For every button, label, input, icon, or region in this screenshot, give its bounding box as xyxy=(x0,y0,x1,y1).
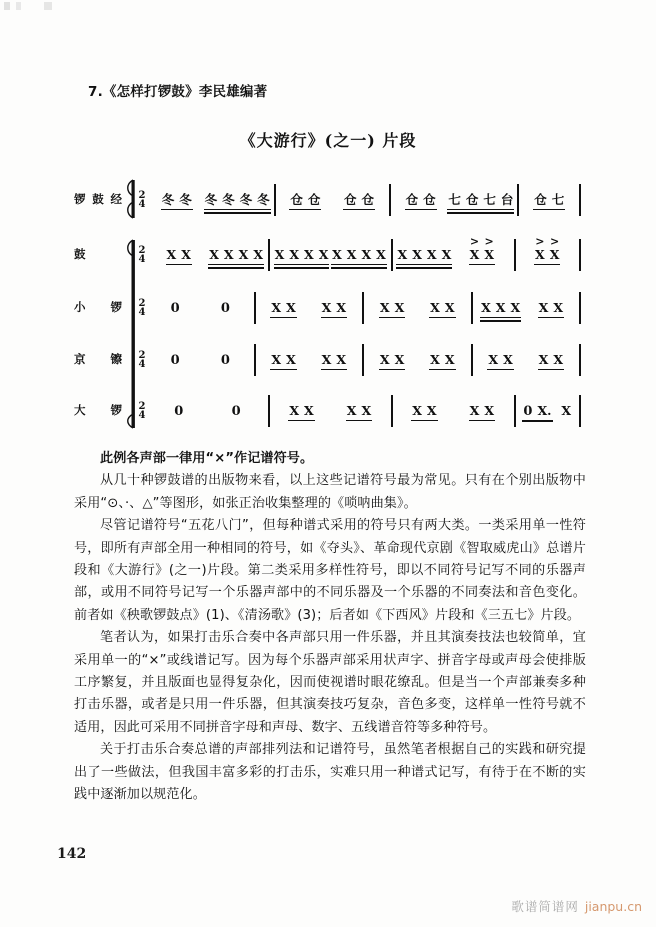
note-symbol: 七 xyxy=(448,191,461,207)
measure xyxy=(396,233,453,277)
watermark-domain-text: jianpu.cn xyxy=(584,899,642,914)
accent-mark: > xyxy=(535,234,545,248)
measure xyxy=(447,178,514,222)
measure xyxy=(526,286,576,330)
measure xyxy=(204,178,271,222)
source-citation: 7.《怎样打锣鼓》李民雄编著 xyxy=(88,84,268,100)
beam-group xyxy=(321,299,347,315)
accent-mark: > xyxy=(469,234,480,248)
beam-group xyxy=(487,351,513,367)
measure xyxy=(519,389,576,433)
note-symbol: 冬 xyxy=(257,191,270,207)
note-symbol: X xyxy=(412,402,422,418)
note-symbol: 仓 xyxy=(534,191,547,207)
meter-numerator: 2 xyxy=(138,297,146,309)
note-symbol: 0 xyxy=(220,352,230,368)
page-number: 142 xyxy=(57,846,87,862)
percussion-score xyxy=(74,178,584,433)
body-text xyxy=(74,448,586,807)
measure xyxy=(150,389,207,433)
note-symbol: X xyxy=(444,351,455,367)
final-barline xyxy=(579,239,581,271)
meter-numerator: 2 xyxy=(138,189,146,201)
note-symbol: X xyxy=(553,351,564,367)
final-barline xyxy=(579,344,581,376)
note-symbol: X xyxy=(426,402,437,418)
note-symbol: X xyxy=(430,299,440,315)
beam-group xyxy=(379,351,405,367)
barline xyxy=(254,292,256,324)
paragraph-4: 笔者认为，如果打击乐合奏中各声部只用一件乐器，并且其演奏技法也较简单，宜采用单一的“×”或线谱记写。因为每个乐器声部采用状声字、拼音字母或声母会使排版工序繁复，并且版面也显得复杂化，因而使视谱时眼花缭乱。但是当一个声部兼奏多种打击乐器，或者是只用一件乐器，但其演奏技巧复杂，音色多变，这样单一性符号就不适用，因此可采用不同拼音字母和声母、数字、五线谱音符等多种符号。 xyxy=(74,630,586,735)
barline xyxy=(274,184,276,216)
beam-group xyxy=(411,402,437,418)
barline xyxy=(268,239,270,271)
beam-group xyxy=(538,351,564,367)
measure xyxy=(259,338,309,382)
note-symbol: X xyxy=(444,299,455,315)
measure xyxy=(367,286,417,330)
measures-1 xyxy=(150,233,584,277)
beam-group xyxy=(533,191,565,207)
instrument-label-0: 锣鼓经 xyxy=(74,192,122,207)
beam-group xyxy=(522,402,552,419)
measure xyxy=(367,338,417,382)
measure xyxy=(309,338,359,382)
paragraph-3: 尽管记谱符号“五花八门”，但每种谱式采用的符号只有两大类。一类采用单一性符号，即所有声部全用一种相同的符号，如《夺头》、革命现代京剧《智取威虎山》总谱片段和《大游行》(之一)片段。第二类采用多样性符号，即以不同符号记写不同的乐器声部，或用不同符号记写一个乐器声部中的不同乐器及一个乐器的不同奏法和音色变化。前者如《秧歌锣鼓点》(1)、《清汤歌》(3)；后者如《下西风》片段和《三五七》片段。 xyxy=(74,518,586,623)
site-watermark xyxy=(511,897,642,915)
measure xyxy=(200,286,250,330)
note-symbol: X xyxy=(274,246,285,262)
note-symbol: X xyxy=(488,351,499,367)
note-symbol: X xyxy=(397,246,408,262)
meter-denominator: 4 xyxy=(138,410,146,421)
stave-row xyxy=(74,178,584,222)
note-symbol: X xyxy=(286,299,296,315)
barline xyxy=(362,292,364,324)
note-symbol: 仓 xyxy=(361,191,375,207)
measure xyxy=(150,233,207,277)
note-symbol: 0 xyxy=(220,300,230,316)
beam-group xyxy=(166,246,192,262)
scan-artifact xyxy=(4,2,74,10)
measure xyxy=(207,233,264,277)
barline xyxy=(471,292,473,324)
note-symbol: X xyxy=(412,246,422,262)
measure xyxy=(150,286,200,330)
note-symbol: 仓 xyxy=(343,191,357,207)
barline xyxy=(254,344,256,376)
instrument-label-1: 鼓 xyxy=(74,247,86,262)
final-barline xyxy=(579,184,581,216)
measures-0 xyxy=(150,178,584,222)
note-symbol: X. xyxy=(537,402,552,418)
barline xyxy=(391,395,393,427)
measures-2 xyxy=(150,286,584,330)
beam-group xyxy=(469,234,495,262)
note-symbol: X xyxy=(289,402,300,418)
note-symbol: 仓 xyxy=(290,191,303,207)
note-symbol: X xyxy=(361,402,372,418)
final-barline xyxy=(579,292,581,324)
note-symbol: 仓 xyxy=(307,191,321,207)
system-bar xyxy=(124,286,132,330)
stave-row xyxy=(74,389,584,433)
paragraph-2: 从几十种锣鼓谱的出版物来看，以上这些记谱符号最为常见。只有在个别出版物中采用“⊙、·、△”等图形，如张正治收集整理的《唢呐曲集》。 xyxy=(74,473,586,511)
note-symbol: X xyxy=(538,299,549,315)
barline xyxy=(268,395,270,427)
note-symbol: X xyxy=(181,246,191,262)
beam-group xyxy=(343,191,375,207)
note-symbol: X xyxy=(484,402,495,418)
note-symbol: 仓 xyxy=(465,191,479,207)
note-symbol: 冬 xyxy=(204,191,218,207)
measure xyxy=(259,286,309,330)
meter-numerator: 2 xyxy=(138,400,146,412)
note-symbol: X xyxy=(361,246,372,262)
meter-denominator: 4 xyxy=(138,254,146,265)
beam-group xyxy=(204,191,271,207)
time-signature-3 xyxy=(132,351,150,369)
measure xyxy=(522,178,576,222)
meter-numerator: 2 xyxy=(138,349,146,361)
note-symbol: X > xyxy=(535,234,545,262)
beam-group xyxy=(321,351,347,367)
beam-group xyxy=(429,299,455,315)
note-symbol: X xyxy=(553,299,564,315)
stave-row xyxy=(74,233,584,277)
watermark-cn-text: 歌谱简谱网 xyxy=(511,899,579,914)
note-symbol: X xyxy=(346,402,357,418)
note-symbol: X xyxy=(304,246,314,262)
note-symbol: X xyxy=(538,351,549,367)
beam-group xyxy=(346,402,372,418)
note-symbol: X xyxy=(503,351,513,367)
beam-group xyxy=(379,299,405,315)
measure xyxy=(526,338,576,382)
beam-group xyxy=(396,246,452,262)
measures-4 xyxy=(150,389,584,433)
note-symbol: X xyxy=(209,246,219,262)
note-symbol: 冬 xyxy=(239,191,253,207)
note-symbol: X xyxy=(336,299,347,315)
note-symbol: X xyxy=(166,246,177,262)
beam-group xyxy=(161,191,193,207)
note-symbol: 0 xyxy=(170,300,180,316)
measure xyxy=(417,286,467,330)
note-symbol: 冬 xyxy=(179,191,192,207)
note-symbol: X xyxy=(332,246,342,262)
note-symbol: X xyxy=(223,246,234,262)
note-symbol: X xyxy=(469,402,480,418)
system-bar xyxy=(124,389,132,433)
note-symbol: X xyxy=(336,351,347,367)
measure xyxy=(476,338,526,382)
note-symbol: X xyxy=(394,299,405,315)
beam-group xyxy=(289,191,321,207)
measure xyxy=(519,233,576,277)
stave-row xyxy=(74,338,584,382)
accent-mark: > xyxy=(549,234,560,248)
measure xyxy=(200,338,250,382)
final-barline xyxy=(579,395,581,427)
note-symbol: X xyxy=(394,351,405,367)
beam-group xyxy=(447,191,514,207)
instrument-label-3: 京镲 xyxy=(74,352,122,367)
note-symbol: X xyxy=(318,246,329,262)
note-symbol: X xyxy=(271,351,282,367)
measure xyxy=(273,233,330,277)
note-symbol: X xyxy=(271,299,282,315)
note-symbol: 七 xyxy=(483,191,496,207)
barline xyxy=(362,344,364,376)
note-symbol: X > xyxy=(469,234,480,262)
note-symbol: X xyxy=(481,299,491,315)
note-symbol: X xyxy=(426,246,437,262)
beam-group xyxy=(480,299,521,315)
note-symbol: X xyxy=(441,246,452,262)
measures-3 xyxy=(150,338,584,382)
stave-row xyxy=(74,286,584,330)
time-signature-1 xyxy=(132,246,150,264)
beam-group xyxy=(538,299,564,315)
paragraph-5: 关于打击乐合奏总谱的声部排列法和记谱符号，虽然笔者根据自己的实践和研究提出了一些做法，但我国丰富多彩的打击乐，实难只用一种谱式记写，有待于在不断的实践中逐渐加以规范化。 xyxy=(74,742,586,803)
note-symbol: X xyxy=(321,351,332,367)
note-symbol: 仓 xyxy=(405,191,419,207)
note-symbol: X xyxy=(379,351,390,367)
paragraph-1: 此例各声部一律用“×”作记谱符号。 xyxy=(100,451,314,466)
note-symbol: 冬 xyxy=(161,191,175,207)
piece-title: 《大游行》(之一) 片段 xyxy=(239,131,417,150)
note-symbol: X xyxy=(304,402,314,418)
beam-group xyxy=(469,402,495,418)
note-symbol: X xyxy=(379,299,390,315)
beam-group xyxy=(429,351,455,367)
note-symbol: X xyxy=(495,299,506,315)
system-bar xyxy=(124,178,132,222)
beam-group xyxy=(331,246,387,262)
measure xyxy=(453,389,510,433)
note-symbol: X xyxy=(238,246,249,262)
beam-group xyxy=(405,191,437,207)
time-signature-0 xyxy=(132,191,150,209)
instrument-label-4: 大锣 xyxy=(74,403,122,418)
meter-denominator: 4 xyxy=(138,199,146,210)
note-symbol: 仓 xyxy=(423,191,436,207)
note-symbol: 0 xyxy=(523,403,533,419)
measure xyxy=(150,178,204,222)
barline xyxy=(514,239,516,271)
barline xyxy=(517,184,519,216)
measure xyxy=(330,389,387,433)
note-symbol: 七 xyxy=(551,191,565,207)
instrument-label-2: 小锣 xyxy=(74,300,122,315)
note-symbol: 冬 xyxy=(222,191,235,207)
note-symbol: X xyxy=(253,246,264,262)
accent-mark: > xyxy=(484,234,494,248)
measure xyxy=(417,338,467,382)
note-symbol: X > xyxy=(549,234,560,262)
note-symbol: X xyxy=(510,299,521,315)
beam-group xyxy=(270,351,296,367)
measure xyxy=(396,389,453,433)
beam-group xyxy=(270,299,296,315)
beam-group xyxy=(208,246,264,262)
measure xyxy=(309,286,359,330)
system-bar xyxy=(124,338,132,382)
note-symbol: X xyxy=(430,351,440,367)
note-symbol: X xyxy=(286,351,296,367)
meter-numerator: 2 xyxy=(138,244,146,256)
note-symbol: X xyxy=(561,402,572,418)
note-symbol: X xyxy=(376,246,386,262)
measure xyxy=(330,233,387,277)
meter-denominator: 4 xyxy=(138,307,146,318)
beam-group xyxy=(534,234,560,262)
barline xyxy=(391,239,393,271)
measure xyxy=(476,286,526,330)
meter-denominator: 4 xyxy=(138,359,146,370)
barline xyxy=(471,344,473,376)
measure xyxy=(150,338,200,382)
measure xyxy=(273,389,330,433)
system-bar xyxy=(124,233,132,277)
beam-group xyxy=(288,402,314,418)
beam-group xyxy=(274,246,330,262)
time-signature-4 xyxy=(132,402,150,420)
measure xyxy=(207,389,264,433)
note-symbol: 0 xyxy=(170,352,180,368)
note-symbol: X xyxy=(321,299,332,315)
time-signature-2 xyxy=(132,299,150,317)
measure xyxy=(279,178,333,222)
note-symbol: 0 xyxy=(231,403,241,419)
note-symbol: X xyxy=(346,246,357,262)
measure xyxy=(394,178,448,222)
note-symbol: 0 xyxy=(174,403,184,419)
note-symbol: X > xyxy=(484,234,495,262)
note-symbol: X xyxy=(289,246,300,262)
barline xyxy=(514,395,516,427)
note-symbol: 台 xyxy=(500,191,514,207)
measure xyxy=(453,233,510,277)
measure xyxy=(332,178,386,222)
barline xyxy=(389,184,391,216)
